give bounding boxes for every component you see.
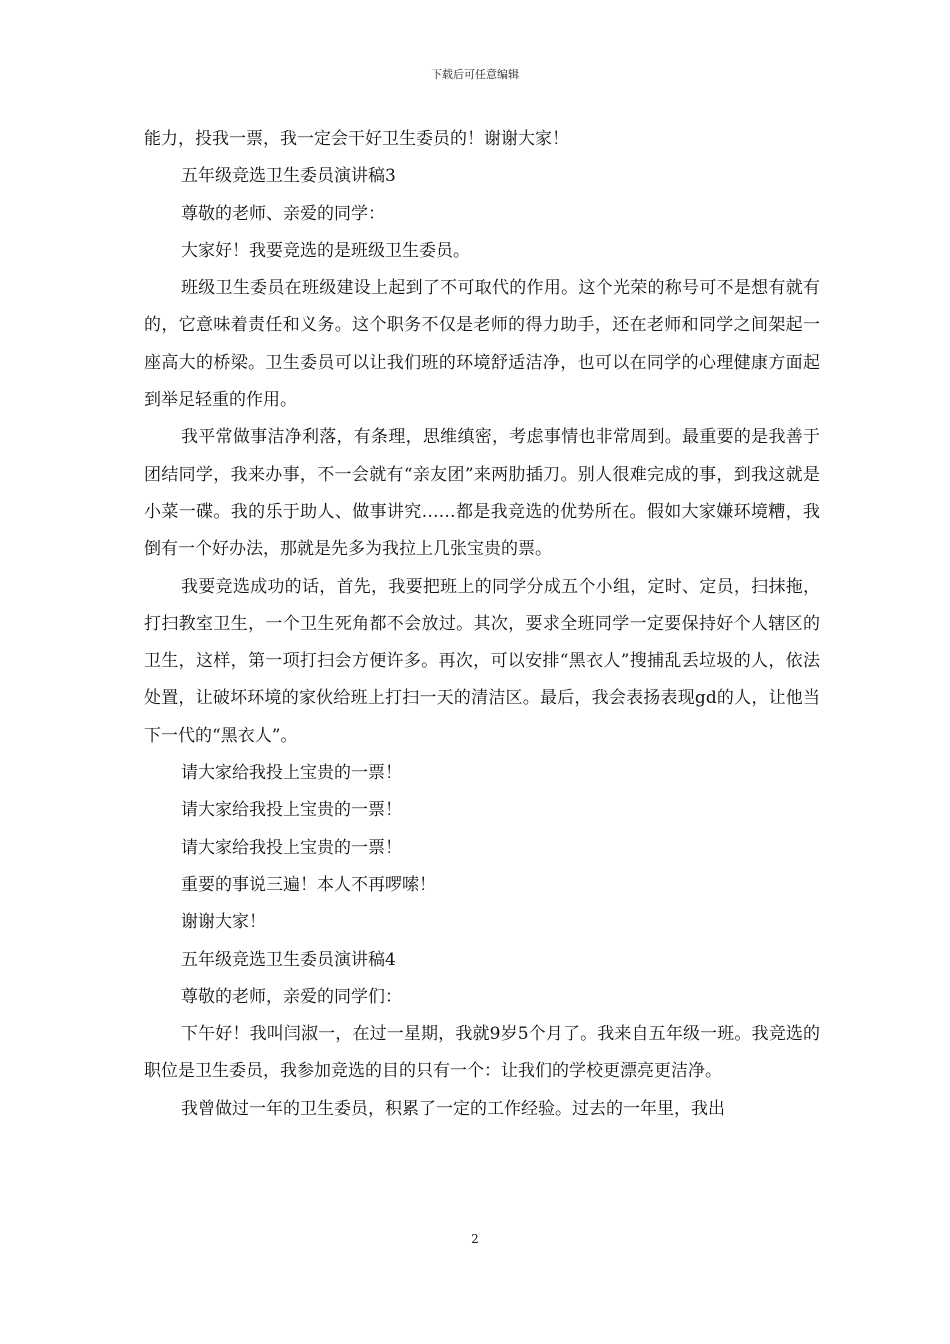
paragraph: 五年级竞选卫生委员演讲稿3 [181, 166, 396, 187]
paragraph: 能力，投我一票，我一定会干好卫生委员的！谢谢大家！ [144, 129, 569, 149]
paragraph: 下午好！我叫闫淑一，在过一星期，我就9岁5个月了。我来自五年级一班。我竞选的职位是卫生委员，我参加竞选的目的只有一个：让我们的学校更漂亮更洁净。 [144, 1024, 820, 1082]
paragraph: 尊敬的老师，亲爱的同学们： [181, 986, 402, 1007]
paragraph: 请大家给我投上宝贵的一票！ [181, 837, 402, 858]
document-body [144, 121, 820, 1128]
paragraph: 请大家给我投上宝贵的一票！ [181, 763, 402, 784]
paragraph: 尊敬的老师、亲爱的同学： [181, 203, 385, 224]
paragraph: 重要的事说三遍！本人不再啰嗦！ [181, 874, 436, 895]
paragraph: 五年级竞选卫生委员演讲稿4 [181, 949, 396, 970]
paragraph: 班级卫生委员在班级建设上起到了不可取代的作用。这个光荣的称号可不是想有就有的，它意味着责任和义务。这个职务不仅是老师的得力助手，还在老师和同学之间架起一座高大的桥梁。卫生委员可以让我们班的环境舒适洁净，也可以在同学的心理健康方面起到举足轻重的作用。 [144, 278, 820, 411]
paragraph: 我平常做事洁净利落，有条理，思维缜密，考虑事情也非常周到。最重要的是我善于团结同学，我来办事，不一会就有“亲友团”来两肋插刀。别人很难完成的事，到我这就是小菜一碟。我的乐于助人、做事讲究……都是我竞选的优势所在。假如大家嫌环境糟，我倒有一个好办法，那就是先多为我拉上几张宝贵的票。 [144, 427, 820, 560]
paragraph: 我曾做过一年的卫生委员，积累了一定的工作经验。过去的一年里，我出 [181, 1098, 725, 1119]
paragraph: 请大家给我投上宝贵的一票！ [181, 800, 402, 821]
paragraph: 我要竞选成功的话，首先，我要把班上的同学分成五个小组，定时、定员，扫抹拖，打扫教室卫生，一个卫生死角都不会放过。其次，要求全班同学一定要保持好个人辖区的卫生，这样，第一项打扫会方便许多。再次，可以安排“黑衣人”搜捕乱丢垃圾的人，依法处置，让破坏环境的家伙给班上打扫一天的清洁区。最后，我会表扬表现gd的人，让他当下一代的“黑衣人”。 [144, 576, 820, 746]
page-header: 下载后可任意编辑 [431, 68, 519, 81]
paragraph: 大家好！我要竞选的是班级卫生委员。 [181, 240, 470, 261]
paragraph: 谢谢大家！ [181, 912, 266, 933]
page-number: 2 [471, 1232, 479, 1246]
